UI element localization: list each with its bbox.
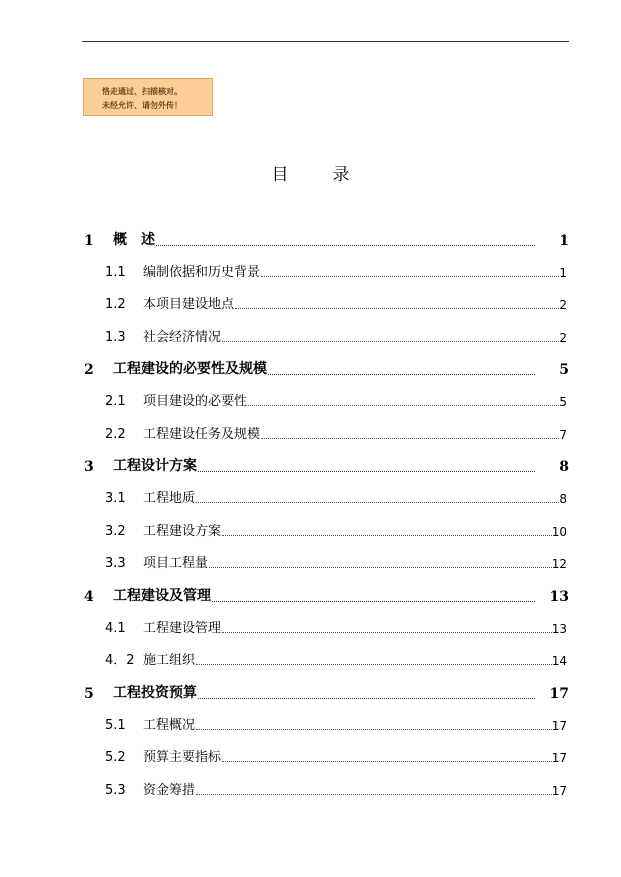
dot-leader xyxy=(198,698,535,699)
dot-leader xyxy=(196,729,552,730)
toc-entry-label: 工程设计方案 xyxy=(113,458,197,474)
dot-leader xyxy=(222,632,552,633)
notice-line-2: 未经允许、请勿外传！ xyxy=(102,101,182,110)
toc-entry[interactable] xyxy=(105,617,567,636)
toc-entry-label: 工程投资预算 xyxy=(113,685,197,701)
toc-entry-number: 3.2 xyxy=(105,524,126,539)
toc-entry[interactable] xyxy=(105,746,567,765)
toc-entry-page: 5 xyxy=(559,395,567,409)
toc-entry[interactable] xyxy=(105,326,567,345)
toc-entry[interactable] xyxy=(105,552,567,571)
toc-entry[interactable] xyxy=(105,293,567,312)
toc-entry[interactable] xyxy=(105,423,567,442)
toc-entry[interactable] xyxy=(105,520,567,539)
dot-leader xyxy=(198,471,535,472)
toc-entry-page: 17 xyxy=(551,751,567,765)
toc-entry-page: 13 xyxy=(549,589,569,605)
toc-entry-label: 项目建设的必要性 xyxy=(143,394,248,409)
dot-leader xyxy=(222,761,552,762)
toc-entry-page: 10 xyxy=(551,525,567,539)
toc-entry-number: 1.3 xyxy=(105,330,126,345)
toc-entry-number: 1 xyxy=(84,233,94,249)
toc-entry-page: 8 xyxy=(559,492,567,506)
notice-line-1: 恪走通过、扫描核对。 xyxy=(102,87,182,96)
dot-leader xyxy=(261,276,559,277)
toc-entry-number: 3.3 xyxy=(105,556,126,571)
toc-entry-number: 5.2 xyxy=(105,750,126,765)
toc-entry[interactable] xyxy=(82,455,569,475)
toc-entry-page: 2 xyxy=(559,331,567,345)
toc-entry-number: 3.1 xyxy=(105,491,126,506)
toc-entry-label: 工程建设的必要性及规模 xyxy=(113,361,267,377)
toc-entry-number: 2.2 xyxy=(105,427,126,442)
dot-leader xyxy=(209,567,552,568)
dot-leader xyxy=(196,664,552,665)
toc-entry-number: 2 xyxy=(84,362,94,378)
dot-leader xyxy=(222,341,559,342)
toc-entry-label: 本项目建设地点 xyxy=(143,297,235,312)
toc-entry-number: 1.1 xyxy=(105,265,126,280)
dot-leader xyxy=(196,502,559,503)
watermark-notice xyxy=(83,78,213,116)
toc-entry-label: 预算主要指标 xyxy=(143,750,222,765)
toc-title: 目录 xyxy=(271,165,394,185)
header-rule xyxy=(82,41,569,42)
toc-entry-page: 1 xyxy=(559,266,567,280)
dot-leader xyxy=(261,438,559,439)
toc-entry-number: 4.1 xyxy=(105,621,126,636)
toc-entry[interactable] xyxy=(105,779,567,798)
dot-leader xyxy=(196,794,552,795)
toc-entry-label: 工程建设管理 xyxy=(143,621,222,636)
toc-entry[interactable] xyxy=(82,358,569,378)
toc-entry[interactable] xyxy=(82,229,569,249)
dot-leader xyxy=(156,245,535,246)
toc-entry-number: 4．2 xyxy=(105,653,135,668)
toc-entry[interactable] xyxy=(105,714,567,733)
toc-entry-label: 工程概况 xyxy=(143,718,196,733)
toc-entry-page: 2 xyxy=(559,298,567,312)
toc-entry-label: 工程建设任务及规模 xyxy=(143,427,261,442)
toc-entry[interactable] xyxy=(105,487,567,506)
toc-entry-page: 14 xyxy=(551,654,567,668)
toc-entry-number: 2.1 xyxy=(105,394,126,409)
toc-entry-number: 5.3 xyxy=(105,783,126,798)
toc-entry-number: 1.2 xyxy=(105,297,126,312)
toc-entry-number: 4 xyxy=(84,589,94,605)
dot-leader xyxy=(235,308,559,309)
toc-entry-number: 3 xyxy=(84,459,94,475)
toc-entry-page: 5 xyxy=(559,362,569,378)
toc-entry[interactable] xyxy=(82,585,569,605)
toc-entry-number: 5 xyxy=(84,686,94,702)
toc-entry-label: 社会经济情况 xyxy=(143,330,222,345)
toc-entry-label: 编制依据和历史背景 xyxy=(143,265,261,280)
toc-entry-page: 17 xyxy=(551,719,567,733)
toc-entry-label: 工程建设方案 xyxy=(143,524,222,539)
toc-entry-label: 施工组织 xyxy=(143,653,196,668)
toc-entry-label: 概 述 xyxy=(113,232,155,248)
dot-leader xyxy=(248,405,559,406)
toc-entry[interactable] xyxy=(105,649,567,668)
toc-entry-page: 17 xyxy=(549,686,569,702)
toc-entry[interactable] xyxy=(105,261,567,280)
toc-entry-page: 7 xyxy=(559,428,567,442)
toc-entry-page: 1 xyxy=(559,233,569,249)
dot-leader xyxy=(212,601,535,602)
toc-entry-page: 12 xyxy=(551,557,567,571)
toc-entry-label: 项目工程量 xyxy=(143,556,209,571)
toc-entry[interactable] xyxy=(82,682,569,702)
toc-entry-page: 8 xyxy=(559,459,569,475)
dot-leader xyxy=(268,374,535,375)
toc-entry[interactable] xyxy=(105,390,567,409)
toc-entry-label: 工程建设及管理 xyxy=(113,588,211,604)
toc-entry-number: 5.1 xyxy=(105,718,126,733)
toc-entry-label: 资金筹措 xyxy=(143,783,196,798)
toc-entry-page: 17 xyxy=(551,784,567,798)
dot-leader xyxy=(222,535,552,536)
toc-entry-label: 工程地质 xyxy=(143,491,196,506)
toc-entry-page: 13 xyxy=(551,622,567,636)
